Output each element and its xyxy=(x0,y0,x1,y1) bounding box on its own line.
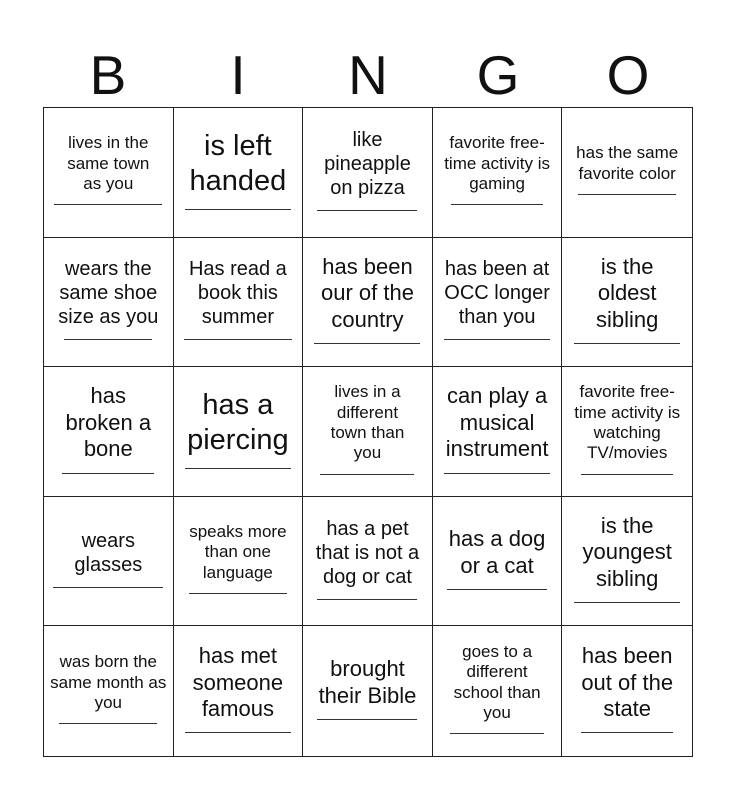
cell-prompt: lives in a different town than you xyxy=(330,382,405,463)
signature-line xyxy=(317,719,417,720)
bingo-header xyxy=(43,44,693,106)
bingo-cell[interactable] xyxy=(303,626,433,756)
signature-line xyxy=(54,204,162,205)
header-letter-g: G xyxy=(476,44,520,106)
cell-prompt: is left handed xyxy=(189,130,287,197)
bingo-cell[interactable] xyxy=(303,497,433,627)
cell-prompt: favorite free-time activity is watching TV/movies xyxy=(574,382,681,463)
cell-prompt: Has read a book this summer xyxy=(188,258,287,329)
cell-prompt: is the youngest sibling xyxy=(582,513,672,591)
cell-prompt: has been our of the country xyxy=(321,253,414,332)
bingo-cell[interactable] xyxy=(44,108,174,238)
header-letter-i: I xyxy=(230,44,246,106)
bingo-cell[interactable] xyxy=(174,238,304,368)
cell-prompt: speaks more than one language xyxy=(189,522,287,582)
cell-prompt: brought their Bible xyxy=(318,656,417,708)
signature-line xyxy=(317,210,417,211)
bingo-cell[interactable] xyxy=(174,626,304,756)
signature-line xyxy=(64,339,152,340)
signature-line xyxy=(59,723,157,724)
signature-line xyxy=(574,343,680,344)
bingo-cell[interactable] xyxy=(174,497,304,627)
bingo-cell[interactable] xyxy=(44,626,174,756)
bingo-cell[interactable] xyxy=(562,367,692,497)
cell-prompt: lives in the same town as you xyxy=(67,133,150,193)
bingo-cell[interactable] xyxy=(433,626,563,756)
signature-line xyxy=(444,473,550,474)
signature-line xyxy=(185,732,291,733)
cell-prompt: has broken a bone xyxy=(65,383,152,462)
signature-line xyxy=(314,343,420,344)
signature-line xyxy=(450,733,544,734)
cell-prompt: wears glasses xyxy=(74,529,143,576)
bingo-cell[interactable] xyxy=(44,367,174,497)
signature-line xyxy=(444,339,550,340)
cell-prompt: has the same favorite color xyxy=(576,143,679,183)
signature-line xyxy=(62,473,154,474)
cell-prompt: is the oldest sibling xyxy=(596,253,659,332)
cell-prompt: has been at OCC longer than you xyxy=(444,258,550,329)
signature-line xyxy=(451,204,543,205)
bingo-cell[interactable] xyxy=(303,367,433,497)
cell-prompt: favorite free-time activity is gaming xyxy=(444,133,550,193)
cell-prompt: has a dog or a cat xyxy=(448,526,546,578)
cell-prompt: like pineapple on pizza xyxy=(324,128,411,199)
bingo-cell[interactable] xyxy=(433,108,563,238)
cell-prompt: goes to a different school than you xyxy=(453,641,541,723)
bingo-cell[interactable] xyxy=(303,238,433,368)
cell-prompt: has a pet that is not a dog or cat xyxy=(315,517,420,588)
bingo-cell[interactable] xyxy=(303,108,433,238)
signature-line xyxy=(185,468,291,469)
bingo-cell[interactable] xyxy=(562,497,692,627)
cell-prompt: has met someone famous xyxy=(192,643,284,721)
signature-line xyxy=(578,194,676,195)
cell-prompt: can play a musical instrument xyxy=(445,383,549,462)
bingo-board xyxy=(43,107,693,757)
bingo-cell[interactable] xyxy=(562,238,692,368)
bingo-cell[interactable] xyxy=(174,367,304,497)
bingo-cell[interactable] xyxy=(174,108,304,238)
cell-prompt: has been out of the state xyxy=(581,643,674,721)
bingo-cell[interactable] xyxy=(433,367,563,497)
bingo-cell[interactable] xyxy=(433,238,563,368)
signature-line xyxy=(189,593,287,594)
cell-prompt: was born the same month as you xyxy=(50,652,167,712)
signature-line xyxy=(581,474,673,475)
header-letter-o: O xyxy=(606,44,650,106)
signature-line xyxy=(317,599,417,600)
signature-line xyxy=(184,339,292,340)
bingo-cell[interactable] xyxy=(433,497,563,627)
signature-line xyxy=(53,587,163,588)
bingo-cell[interactable] xyxy=(44,238,174,368)
signature-line xyxy=(185,209,291,210)
cell-prompt: has a piercing xyxy=(187,389,289,456)
header-letter-b: B xyxy=(89,44,127,106)
signature-line xyxy=(574,602,680,603)
cell-prompt: wears the same shoe size as you xyxy=(58,258,159,329)
header-letter-n: N xyxy=(348,44,388,106)
bingo-cell[interactable] xyxy=(562,108,692,238)
signature-line xyxy=(320,474,414,475)
bingo-cell[interactable] xyxy=(44,497,174,627)
signature-line xyxy=(581,732,673,733)
signature-line xyxy=(447,589,547,590)
bingo-cell[interactable] xyxy=(562,626,692,756)
